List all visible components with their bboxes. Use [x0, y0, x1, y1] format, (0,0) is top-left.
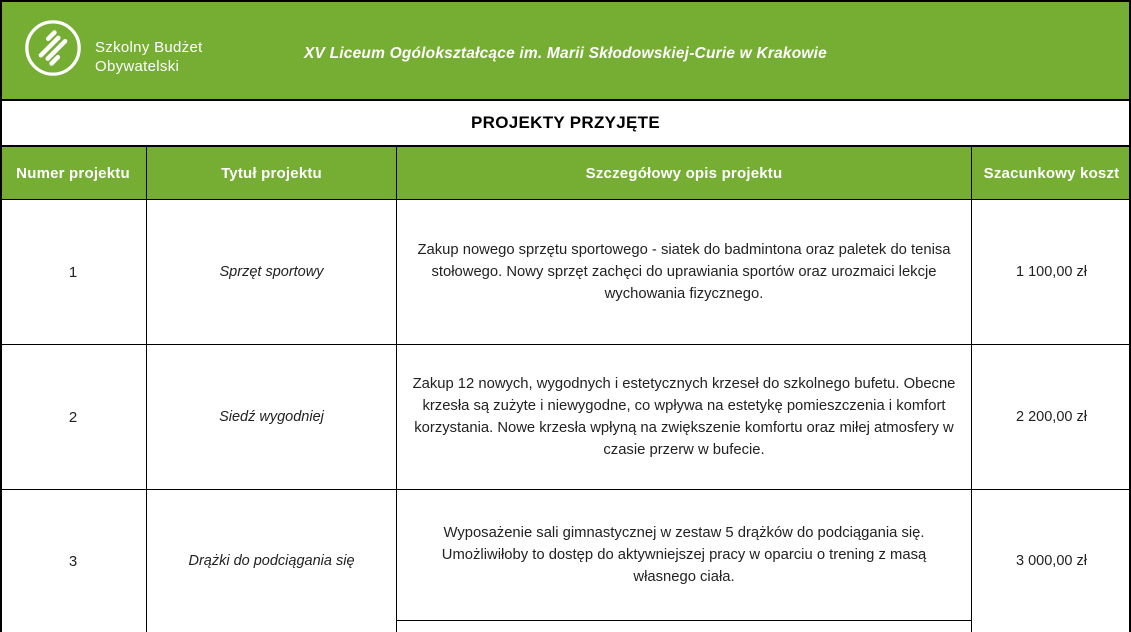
- banner: [0, 0, 1131, 99]
- project-title: Drążki do podciągania się: [147, 490, 397, 632]
- header-szacunkowy-koszt: Szacunkowy koszt: [983, 164, 1120, 182]
- project-description: [397, 490, 972, 632]
- table-header-row: [0, 147, 1131, 200]
- project-cost: 1 100,00 zł: [1016, 264, 1087, 280]
- project-cost: 2 200,00 zł: [1016, 409, 1087, 425]
- project-number: 3: [0, 490, 147, 632]
- school-title: XV Liceum Ogólokształcące im. Marii Skłodowskiej-Curie w Krakowie: [304, 45, 827, 62]
- header-numer-projektu: Numer projektu: [0, 147, 147, 199]
- section-title-row: [0, 99, 1131, 147]
- project-cost: 3 000,00 zł: [1016, 553, 1087, 569]
- table-row: [0, 490, 1131, 632]
- table-row: [0, 200, 1131, 345]
- project-number: 2: [0, 345, 147, 489]
- project-number: 1: [0, 200, 147, 344]
- section-title: PROJEKTY PRZYJĘTE: [470, 113, 660, 132]
- project-title: Siedź wygodniej: [147, 345, 397, 489]
- brand-line2: Obywatelski: [95, 58, 180, 75]
- project-title: Sprzęt sportowy: [147, 200, 397, 344]
- header-szczegolowy-opis: Szczegółowy opis projektu: [397, 147, 972, 199]
- table-row: [0, 345, 1131, 490]
- header-tytul-projektu: Tytuł projektu: [147, 147, 397, 199]
- project-description-text: Wyposażenie sali gimnastycznej w zestaw 5 drążków do podciągania się. Umożliwiłoby to dostęp do aktywniejszej pracy w oparciu o trening z masą własnego ciała.: [397, 490, 971, 621]
- brand-line1: Szkolny Budżet: [95, 39, 203, 56]
- project-description: Zakup 12 nowych, wygodnych i estetycznych krzeseł do szkolnego bufetu. Obecne krzesła są zużyte i niewygodne, co wpływa na estetykę pomieszczenia i komfort korzystania. Nowe krzesła wpłyną na zwiększenie komfortu oraz miłej atmosfery w czasie przerw w bufecie.: [397, 345, 972, 489]
- project-description: Zakup nowego sprzętu sportowego - siatek do badmintona oraz paletek do tenisa stołowego. Nowy sprzęt zachęci do uprawiania sportów oraz urozmaici lekcje wychowania fizycznego.: [397, 200, 972, 344]
